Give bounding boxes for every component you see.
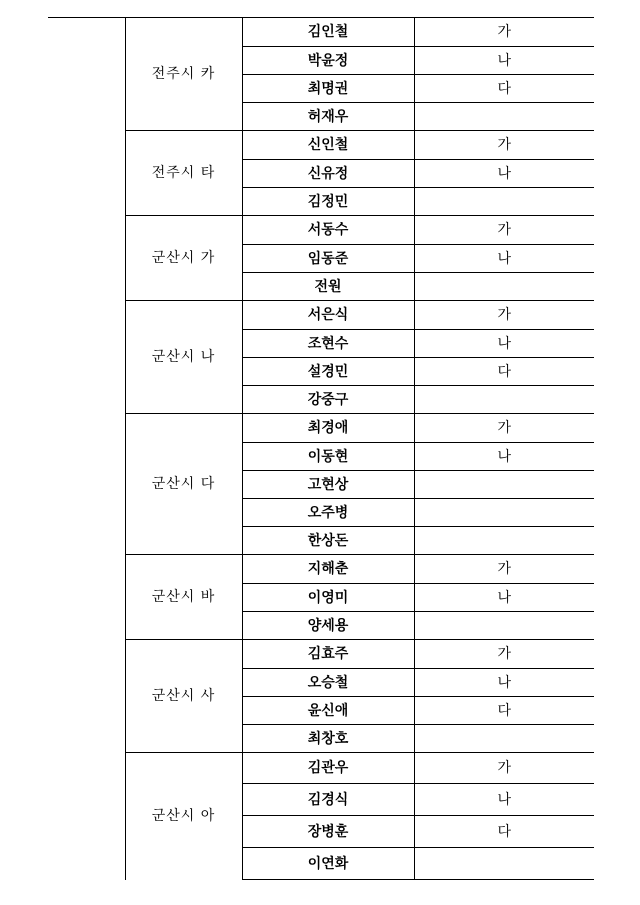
candidate-rank: 나 [414,47,594,75]
candidate-name: 오승철 [242,669,414,697]
candidate-rank: 가 [414,640,594,669]
candidate-name: 최명권 [242,75,414,103]
table-row [48,753,594,784]
candidate-name: 김관우 [242,753,414,784]
table-row [48,414,594,443]
district-cell: 전주시 타 [125,131,242,216]
candidate-rank: 나 [414,330,594,358]
district-cell: 군산시 바 [125,555,242,640]
candidate-name: 한상돈 [242,527,414,555]
candidate-table-body [48,18,594,880]
candidate-rank [414,499,594,527]
candidate-name: 지해춘 [242,555,414,584]
candidate-rank [414,725,594,753]
candidate-rank [414,848,594,880]
candidate-name: 김인철 [242,18,414,47]
candidate-rank [414,386,594,414]
candidate-rank: 가 [414,216,594,245]
candidate-rank: 나 [414,584,594,612]
candidate-rank [414,527,594,555]
candidate-name: 임동준 [242,245,414,273]
candidate-name: 최창호 [242,725,414,753]
candidate-name: 김경식 [242,784,414,816]
candidate-name: 김정민 [242,188,414,216]
candidate-rank: 가 [414,414,594,443]
candidate-name: 이영미 [242,584,414,612]
candidate-rank: 다 [414,358,594,386]
candidate-name: 신유정 [242,160,414,188]
candidate-rank: 나 [414,245,594,273]
candidate-rank [414,471,594,499]
candidate-rank: 가 [414,301,594,330]
district-cell: 군산시 다 [125,414,242,555]
candidate-name: 서은식 [242,301,414,330]
candidate-rank: 나 [414,669,594,697]
candidate-rank [414,612,594,640]
candidate-name: 고현상 [242,471,414,499]
candidate-rank [414,188,594,216]
candidate-name: 윤신애 [242,697,414,725]
candidate-rank: 나 [414,443,594,471]
candidate-name: 장병훈 [242,816,414,848]
candidate-name: 서동수 [242,216,414,245]
district-cell: 군산시 아 [125,753,242,880]
candidate-name: 양세용 [242,612,414,640]
table-row [48,131,594,160]
table-row [48,18,594,47]
table-row [48,301,594,330]
candidate-name: 신인철 [242,131,414,160]
candidate-name: 박윤정 [242,47,414,75]
candidate-name: 강중구 [242,386,414,414]
blank-column [48,18,125,880]
candidate-rank: 가 [414,131,594,160]
candidate-name: 이동현 [242,443,414,471]
candidate-name: 이연화 [242,848,414,880]
candidate-rank: 다 [414,816,594,848]
candidate-rank: 나 [414,784,594,816]
table-row [48,640,594,669]
candidate-rank [414,103,594,131]
table-row [48,555,594,584]
candidate-table [48,17,594,880]
district-cell: 군산시 가 [125,216,242,301]
candidate-name: 김효주 [242,640,414,669]
candidate-name: 최경애 [242,414,414,443]
district-cell: 군산시 사 [125,640,242,753]
candidate-name: 전원 [242,273,414,301]
candidate-name: 허재우 [242,103,414,131]
district-cell: 군산시 나 [125,301,242,414]
candidate-rank: 가 [414,753,594,784]
candidate-rank [414,273,594,301]
district-cell: 전주시 카 [125,18,242,131]
table-row [48,216,594,245]
candidate-rank: 가 [414,555,594,584]
candidate-name: 설경민 [242,358,414,386]
candidate-rank: 다 [414,697,594,725]
candidate-rank: 가 [414,18,594,47]
candidate-name: 오주병 [242,499,414,527]
candidate-rank: 나 [414,160,594,188]
candidate-name: 조현수 [242,330,414,358]
candidate-rank: 다 [414,75,594,103]
